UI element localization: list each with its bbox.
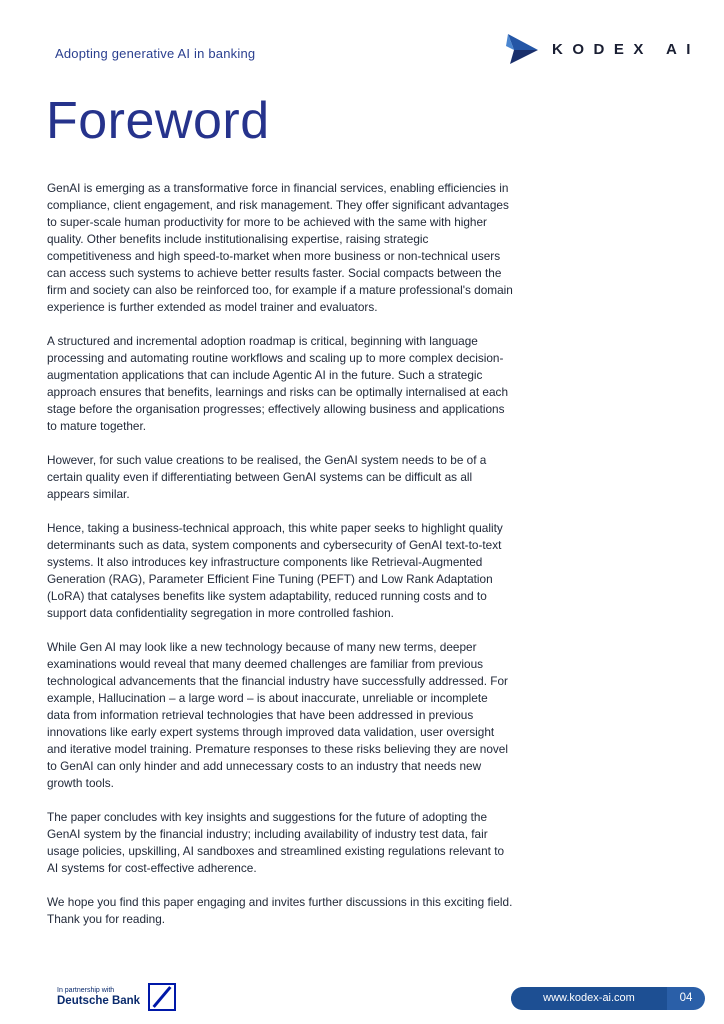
partner-text xyxy=(57,987,140,1007)
partner-name: Deutsche Bank xyxy=(57,994,141,1007)
page-title: Foreword xyxy=(46,92,270,150)
paragraph: The paper concludes with key insights and suggestions for the future of adopting the GenAI system by the financial industry; including availability of industry test data, fair usage policies, upskilling, AI sandboxes and streamlined existing regulations relevant to AI systems for cost-effective adherence. xyxy=(47,810,505,875)
page-number: 04 xyxy=(679,992,693,1004)
header-title: Adopting generative AI in banking xyxy=(55,46,256,61)
partner-label: In partnership with xyxy=(57,986,115,994)
paragraph: While Gen AI may look like a new technology because of many new terms, deeper examinations would reveal that many deemed challenges are familiar from previous technological advancements that the financial industry have successfully addressed. For example, Hallucination – a large word – is about inaccurate, unreliable or incomplete data from information retrieval technologies that have been addressed in previous innovations like early expert systems through improved data validation, user oversight and iterative model training. Premature responses to these risks believing they are novel to GenAI can only hinder and add unnecessary costs to an industry that needs new growth tools. xyxy=(47,640,508,790)
partner-logo xyxy=(57,983,176,1011)
website-link[interactable]: www.kodex-ai.com xyxy=(511,987,667,1010)
paragraph: Hence, taking a business-technical approach, this white paper seeks to highlight quality determinants such as data, system components and cybersecurity of GenAI text-to-text systems. It also introduces key infrastructure components like Retrieval-Augmented Generation (RAG), Parameter Efficient Fine Tuning (PEFT) and Low Rank Adaptation (LoRA) that catalyses benefits like system adaptability, reduced running costs and to support data confidentiality segregation in more controlled fashion. xyxy=(47,521,503,620)
paragraph: We hope you find this paper engaging and invites further discussions in this exciting field. Thank you for reading. xyxy=(47,895,513,926)
deutsche-bank-logo-icon xyxy=(148,983,176,1011)
kodex-logo-icon xyxy=(506,34,538,64)
brand-name: KODEX AI xyxy=(552,40,700,58)
footer-pill xyxy=(511,987,705,1010)
body-text xyxy=(47,180,513,945)
paragraph: However, for such value creations to be realised, the GenAI system needs to be of a certain quality even if differentiating between GenAI systems can be difficult as all appears similar. xyxy=(47,453,487,501)
brand-logo[interactable] xyxy=(506,34,700,64)
paragraph: A structured and incremental adoption roadmap is critical, beginning with language processing and automating routine workflows and scaling up to more complex decision-augmentation applications that can include Agentic AI in the future. Such a strategic approach ensures that benefits, learnings and risks can be optimally internalised at each stage before the organisation progresses; effectively allowing business and applications to mature together. xyxy=(47,334,509,433)
paragraph: GenAI is emerging as a transformative force in financial services, enabling efficiencies in compliance, client engagement, and risk management. They offer significant advantages to super-scale human productivity for more to be achieved with the same with higher quality. Other benefits include institutionalising expertise, raising strategic competitiveness and high speed-to-market when more business or non-technical users can access such systems to achieve better results faster. Social compacts between the firm and society can also be reinforced too, for example if a mature professional's domain experience is further extended as model trainer and evaluators. xyxy=(47,181,513,314)
